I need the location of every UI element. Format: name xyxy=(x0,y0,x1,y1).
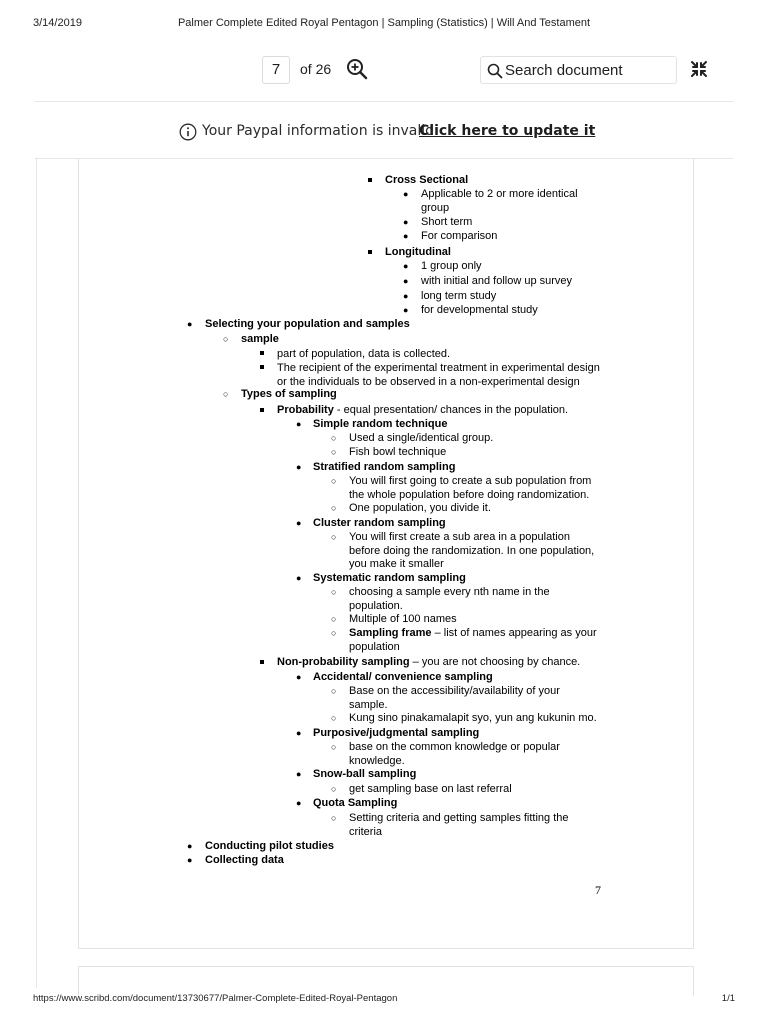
print-url: https://www.scribd.com/document/13730677/Palmer-Complete-Edited-Royal-Pentagon xyxy=(33,993,398,1004)
dot-bullet: ● xyxy=(296,769,302,779)
doc-line: Systematic random sampling xyxy=(313,572,466,584)
doc-text: – list of names appearing as your xyxy=(431,627,597,639)
circle-bullet: ○ xyxy=(331,784,337,794)
square-bullet xyxy=(260,660,264,664)
doc-line: Cluster random sampling xyxy=(313,517,446,529)
circle-bullet: ○ xyxy=(331,628,337,638)
doc-line: the whole population before doing randomization. xyxy=(349,489,590,501)
notice-message: Your Paypal information is invalid. xyxy=(202,123,439,139)
doc-line: Short term xyxy=(421,216,473,228)
doc-line: Stratified random sampling xyxy=(313,461,456,473)
doc-line: get sampling base on last referral xyxy=(349,783,512,795)
doc-text: – you are not choosing by chance. xyxy=(409,656,581,668)
search-placeholder: Search document xyxy=(505,62,623,79)
doc-line: You will first create a sub area in a population xyxy=(349,531,570,543)
dot-bullet: ● xyxy=(296,798,302,808)
circle-bullet: ○ xyxy=(331,433,337,443)
dot-bullet: ● xyxy=(296,419,302,429)
circle-bullet: ○ xyxy=(331,503,337,513)
dot-bullet: ● xyxy=(296,728,302,738)
doc-line: for developmental study xyxy=(421,304,538,316)
doc-term: Probability xyxy=(277,404,334,416)
doc-line: Simple random technique xyxy=(313,418,448,430)
doc-line: or the individuals to be observed in a non-experimental design xyxy=(277,376,580,388)
dot-bullet: ● xyxy=(403,261,409,271)
square-bullet xyxy=(260,351,264,355)
doc-line: Accidental/ convenience sampling xyxy=(313,671,493,683)
doc-term: Sampling frame xyxy=(349,627,432,639)
circle-bullet: ○ xyxy=(331,476,337,486)
dot-bullet: ● xyxy=(296,672,302,682)
dot-bullet: ● xyxy=(296,518,302,528)
doc-line: sample. xyxy=(349,699,388,711)
square-bullet xyxy=(260,365,264,369)
circle-bullet: ○ xyxy=(331,713,337,723)
page-total-label: of 26 xyxy=(300,61,332,77)
doc-line: Conducting pilot studies xyxy=(205,840,334,852)
doc-line: long term study xyxy=(421,290,497,302)
dot-bullet: ● xyxy=(187,841,193,851)
update-payment-link[interactable]: Click here to update it xyxy=(419,123,596,139)
doc-text: - equal presentation/ chances in the population. xyxy=(333,404,569,416)
doc-line: Snow-ball sampling xyxy=(313,768,417,780)
doc-line: Types of sampling xyxy=(241,388,337,400)
print-footer xyxy=(0,993,768,1007)
dot-bullet: ● xyxy=(403,189,409,199)
doc-line: 1 group only xyxy=(421,260,482,272)
doc-line: You will first going to create a sub population from xyxy=(349,475,592,487)
dot-bullet: ● xyxy=(296,573,302,583)
circle-bullet: ○ xyxy=(331,447,337,457)
dot-bullet: ● xyxy=(403,305,409,315)
circle-bullet: ○ xyxy=(331,614,337,624)
circle-bullet: ○ xyxy=(331,587,337,597)
doc-line: Used a single/identical group. xyxy=(349,432,494,444)
page-number: 7 xyxy=(595,883,601,897)
doc-line: Applicable to 2 or more identical xyxy=(421,188,578,200)
print-date: 3/14/2019 xyxy=(33,17,82,29)
doc-line: Collecting data xyxy=(205,854,284,866)
circle-bullet: ○ xyxy=(331,742,337,752)
print-title: Palmer Complete Edited Royal Pentagon | Sampling (Statistics) | Will And Testament xyxy=(177,17,591,29)
dot-bullet: ● xyxy=(187,319,193,329)
circle-bullet: ○ xyxy=(331,813,337,823)
doc-line: Base on the accessibility/availability of your xyxy=(349,685,560,697)
doc-line: sample xyxy=(241,333,279,345)
dot-bullet: ● xyxy=(403,231,409,241)
dot-bullet: ● xyxy=(296,462,302,472)
doc-line: Cross Sectional xyxy=(385,174,469,186)
doc-line: For comparison xyxy=(421,230,498,242)
doc-line: Selecting your population and samples xyxy=(205,318,410,330)
square-bullet xyxy=(260,408,264,412)
doc-line: population. xyxy=(349,600,403,612)
doc-line: before doing the randomization. In one population, xyxy=(349,545,595,557)
doc-line xyxy=(349,626,597,640)
doc-line: you make it smaller xyxy=(349,558,444,570)
doc-line: group xyxy=(421,202,450,214)
doc-line: The recipient of the experimental treatment in experimental design xyxy=(277,362,600,374)
doc-line: Longitudinal xyxy=(385,246,451,258)
doc-line: Kung sino pinakamalapit syo, yun ang kukunin mo. xyxy=(349,712,597,724)
square-bullet xyxy=(368,178,372,182)
dot-bullet: ● xyxy=(403,291,409,301)
doc-line: Quota Sampling xyxy=(313,797,398,809)
doc-line: knowledge. xyxy=(349,755,405,767)
doc-line xyxy=(277,403,568,417)
doc-line: with initial and follow up survey xyxy=(421,275,573,287)
doc-line: Purposive/judgmental sampling xyxy=(313,727,480,739)
circle-bullet: ○ xyxy=(223,334,229,344)
doc-term: Non-probability sampling xyxy=(277,656,410,668)
doc-line: base on the common knowledge or popular xyxy=(349,741,560,753)
doc-line: criteria xyxy=(349,826,383,838)
doc-line: part of population, data is collected. xyxy=(277,348,451,360)
doc-line: Setting criteria and getting samples fitting the xyxy=(349,812,569,824)
print-page-count: 1/1 xyxy=(721,993,735,1004)
doc-line: Fish bowl technique xyxy=(349,446,447,458)
circle-bullet: ○ xyxy=(331,686,337,696)
doc-line: population xyxy=(349,641,400,653)
dot-bullet: ● xyxy=(403,217,409,227)
circle-bullet: ○ xyxy=(223,389,229,399)
doc-line: One population, you divide it. xyxy=(349,502,491,514)
doc-line xyxy=(277,655,580,669)
doc-line: choosing a sample every nth name in the xyxy=(349,586,550,598)
square-bullet xyxy=(368,250,372,254)
doc-line: Multiple of 100 names xyxy=(349,613,457,625)
dot-bullet: ● xyxy=(187,855,193,865)
circle-bullet: ○ xyxy=(331,532,337,542)
dot-bullet: ● xyxy=(403,276,409,286)
page-number-input[interactable]: 7 xyxy=(262,56,290,84)
